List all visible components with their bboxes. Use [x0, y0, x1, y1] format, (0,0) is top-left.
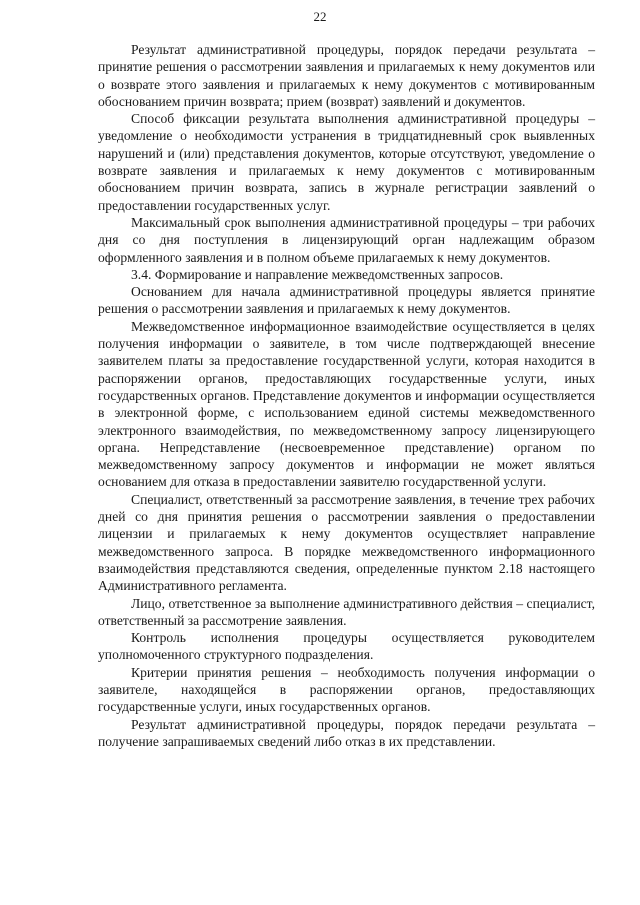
section-heading-3-4: 3.4. Формирование и направление межведомственных запросов. — [131, 266, 504, 282]
paragraph-control: Контроль исполнения процедуры осуществляется руководителем уполномоченного структурного подразделения. — [98, 630, 595, 663]
paragraph-responsible-person: Лицо, ответственное за выполнение административного действия – специалист, ответственный за рассмотрение заявления. — [98, 595, 595, 628]
paragraph-specialist: Специалист, ответственный за рассмотрение заявления, в течение трех рабочих дней со дня принятия решения о рассмотрении заявления о предоставлении лицензии и прилагаемых к нему документов осуществляет направление межведомственного запроса. В порядке межведомственного информационного взаимодействия представляются сведения, определенные пунктом 2.18 настоящего Административного регламента. — [98, 491, 595, 594]
document-body — [98, 41, 595, 750]
paragraph-interagency-interaction: Межведомственное информационное взаимодействие осуществляется в целях получения информации о заявителе, в том числе подтверждающей внесение заявителем платы за предоставление государственной услуги, которая находится в распоряжении органов, предоставляющих государственные услуги, иных государственных органов. Представление документов и информации осуществляется в электронной форме, с использованием единой системы межведомственного электронного взаимодействия, по межведомственному запросу лицензирующего органа. Непредставление (несвоевременное представление) органом по межведомственному запросу документов и информации не может являться основанием для отказа в предоставлении заявителю государственной услуги. — [98, 318, 595, 490]
paragraph-basis: Основанием для начала административной процедуры является принятие решения о рассмотрении заявления и прилагаемых к нему документов. — [98, 284, 595, 317]
paragraph-result-transfer: Результат административной процедуры, порядок передачи результата – принятие решения о рассмотрении заявления и прилагаемых к нему документов или о возврате этого заявления и прилагаемых к нему документов с мотивированным обоснованием причин возврата; прием (возврат) заявлений и документов. — [98, 42, 595, 109]
paragraph-fixation-method: Способ фиксации результата выполнения административной процедуры – уведомление о необходимости устранения в тридцатидневный срок выявленных нарушений и (или) представления документов, которые отсутствуют, уведомление о возврате заявления и прилагаемых к нему документов с мотивированным обоснованием причин возврата, запись в журнале регистрации заявлений о предоставлении государственных услуг. — [98, 111, 595, 213]
paragraph-final-result: Результат административной процедуры, порядок передачи результата – получение запрашиваемых сведений либо отказ в их представлении. — [98, 716, 595, 749]
paragraph-decision-criteria: Критерии принятия решения – необходимость получения информации о заявителе, находящейся в распоряжении органов, предоставляющих государственные услуги, иных государственных органов. — [98, 664, 595, 715]
paragraph-max-duration: Максимальный срок выполнения административной процедуры – три рабочих дня со дня поступления в лицензирующий орган надлежащим образом оформленного заявления и в полном объеме прилагаемых к нему документов. — [98, 214, 595, 265]
page-number: 22 — [313, 9, 327, 24]
